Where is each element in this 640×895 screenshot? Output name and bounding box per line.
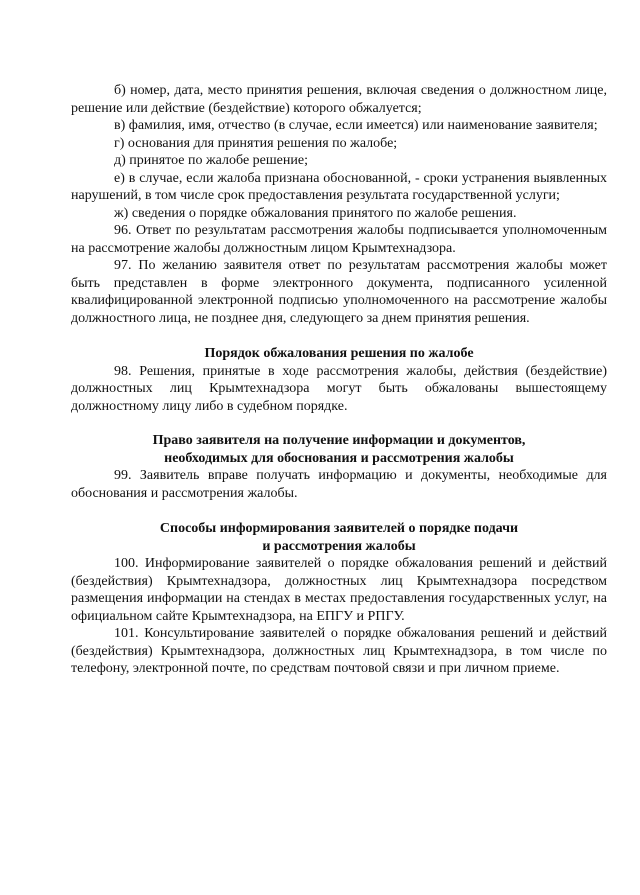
paragraph-99: 99. Заявитель вправе получать информацию и документы, необходимые для обоснования и рассмотрения жалобы. (71, 468, 607, 501)
section-heading-informing-line1: Способы информирования заявителей о порядке подачи (159, 521, 519, 536)
item-d: д) принятое по жалобе решение; (114, 153, 308, 168)
paragraph-97: 97. По желанию заявителя ответ по результатам рассмотрения жалобы может быть представлен в форме электронного документа, подписанного усиленной квалифицированной электронной подписью уполномоченного на рассмотрение жалобы должностного лица, не позднее дня, следующего за днем принятия решения. (71, 258, 607, 326)
paragraph-101: 101. Консультирование заявителей о порядке обжалования решений и действий (бездействия) Крымтехнадзора, должностных лиц Крымтехнадзора, в том числе по телефону, электронной почте, по средствам почтовой связи и при личном приеме. (71, 626, 607, 676)
section-heading-rights-line1: Право заявителя на получение информации и документов, (152, 433, 526, 448)
paragraph-98: 98. Решения, принятые в ходе рассмотрения жалобы, действия (бездействие) должностных лиц Крымтехнадзора могут быть обжалованы вышестоящему должностному лицу либо в судебном порядке. (71, 363, 607, 414)
paragraph-100: 100. Информирование заявителей о порядке обжалования решений и действий (бездействия) Крымтехнадзора, должностных лиц Крымтехнадзора посредством размещения информации на стендах в местах предоставления государственных услуг, на официальном сайте Крымтехнадзора, на ЕПГУ и РПГУ. (71, 556, 607, 624)
section-heading-rights-line2: необходимых для обоснования и рассмотрения жалобы (164, 450, 514, 466)
item-v: в) фамилия, имя, отчество (в случае, если имеется) или наименование заявителя; (114, 118, 598, 133)
item-zh: ж) сведения о порядке обжалования принятого по жалобе решения. (114, 205, 517, 221)
item-b: б) номер, дата, место принятия решения, включая сведения о должностном лице, решение или действие (бездействие) которого обжалуется; (71, 83, 607, 116)
item-e: е) в случае, если жалоба признана обоснованной, - сроки устранения выявленных нарушений, в том числе срок предоставления результата государственной услуги; (71, 170, 607, 203)
section-heading-informing-line2: и рассмотрения жалобы (262, 538, 416, 554)
document-body (71, 82, 607, 678)
section-heading-appeal-order: Порядок обжалования решения по жалобе (204, 346, 474, 361)
item-g: г) основания для принятия решения по жалобе; (114, 135, 398, 151)
paragraph-96: 96. Ответ по результатам рассмотрения жалобы подписывается уполномоченным на рассмотрение жалобы должностным лицом Крымтехнадзора. (71, 223, 607, 256)
